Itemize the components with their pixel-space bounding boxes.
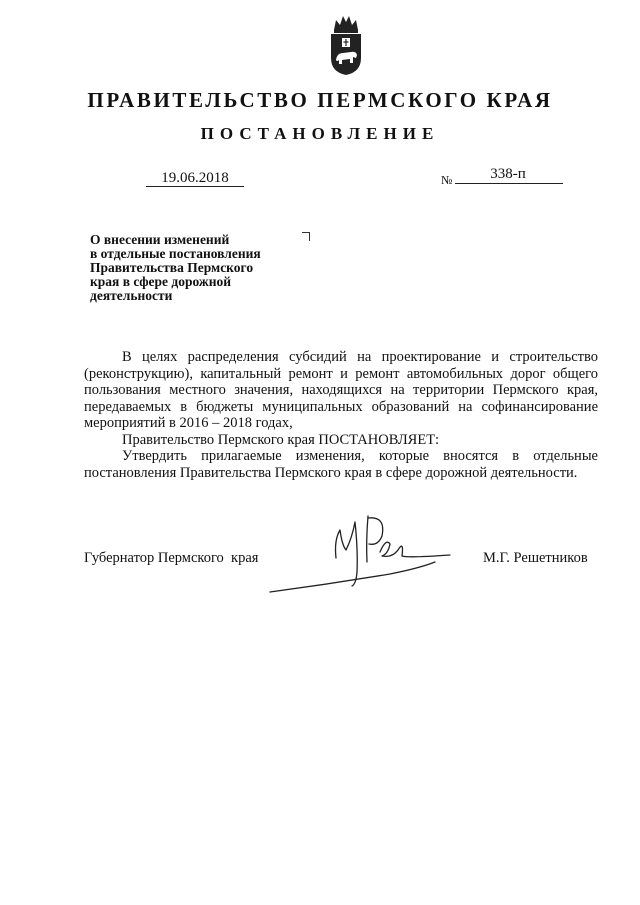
document-type: ПОСТАНОВЛЕНИЕ xyxy=(200,124,440,143)
subject-corner-mark xyxy=(302,232,310,241)
signatory-position: Губернатор Пермского края xyxy=(84,550,259,566)
date-underline xyxy=(146,186,244,187)
coat-of-arms-icon xyxy=(328,14,364,76)
document-subject xyxy=(90,233,305,303)
body-paragraph: Утвердить прилагаемые изменения, которые вносятся в отдельные постановления Правительства Пермского края в сфере дорожной деятельности. xyxy=(84,448,598,481)
document-body xyxy=(84,349,598,481)
subject-line: О внесении изменений xyxy=(90,232,230,247)
handwritten-signature xyxy=(240,500,480,600)
subject-line: деятельности xyxy=(90,288,173,303)
government-title: ПРАВИТЕЛЬСТВО ПЕРМСКОГО КРАЯ xyxy=(87,88,553,112)
subject-line: в отдельные постановления xyxy=(90,246,261,261)
number-underline xyxy=(455,183,563,184)
number-sign: № xyxy=(441,173,453,187)
body-paragraph: В целях распределения субсидий на проектирование и строительство (реконструкцию), капитальный ремонт и ремонт автомобильных дорог общего пользования местного значения, находящихся на территории Пермского края, передаваемых в бюджеты муниципальных образований на софинансирование мероприятий в 2016 – 2018 годах, xyxy=(84,349,598,431)
document-date: 19.06.2018 xyxy=(161,170,229,186)
subject-line: Правительства Пермского xyxy=(90,260,254,275)
subject-line: края в сфере дорожной xyxy=(90,274,231,289)
body-paragraph: Правительство Пермского края ПОСТАНОВЛЯЕТ: xyxy=(122,431,440,448)
signatory-name: М.Г. Решетников xyxy=(483,550,588,566)
document-number: 338-п xyxy=(490,166,526,182)
